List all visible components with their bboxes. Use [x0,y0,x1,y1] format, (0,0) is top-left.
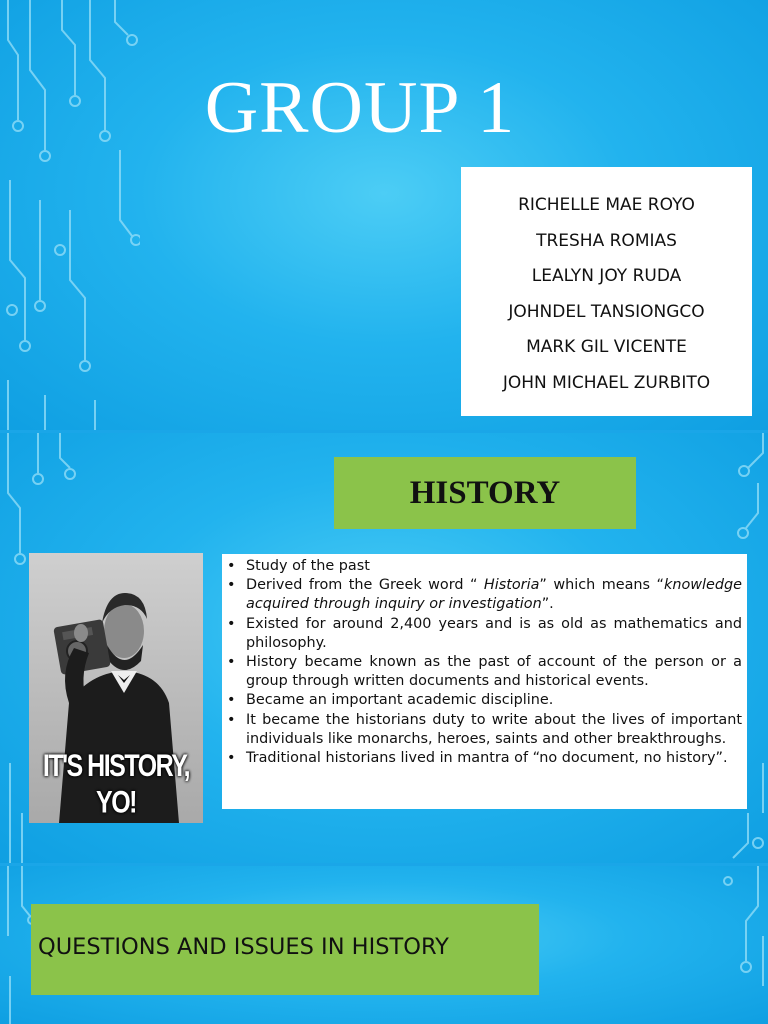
bullet-item [246,691,742,710]
history-bullet-list [222,554,747,768]
meme-image [29,553,203,823]
bullet-emphasis: Historia [483,577,540,594]
member-name: RICHELLE MAE ROYO [518,195,695,215]
member-list [461,167,752,406]
member-name: MARK GIL VICENTE [526,337,687,357]
bullet-text: Became an important academic discipline. [246,692,554,709]
meme-caption: IT'S HISTORY, YO! [42,748,190,820]
bullet-text: It became the historians duty to write about the lives of important individuals like monarchs, heroes, saints and other breakthroughs. [246,711,742,747]
member-name: JOHNDEL TANSIONGCO [508,301,705,322]
slide-group-1 [0,0,768,430]
bullet-emphasis: knowledge acquired through inquiry or investigation [246,577,742,613]
member-name: LEALYN JOY RUDA [531,266,682,286]
bullet-item [246,653,742,691]
questions-title-box [31,904,539,995]
bullet-text: Derived from the Greek word “ [246,577,484,594]
member-list-box [461,167,752,416]
slide-title: HISTORY [409,474,561,511]
history-bullets-box [222,554,747,809]
bullet-item [246,711,742,749]
bullet-item [246,557,742,576]
bullet-text: History became known as the past of account of the person or a group through written documents and historical events. [246,654,742,690]
slide-history [0,433,768,863]
history-title-box [334,457,636,529]
slide-title: GROUP 1 [204,67,516,149]
member-name: TRESHA ROMIAS [536,230,677,251]
bullet-text: ” which means “ [539,577,664,594]
bullet-text: Traditional historians lived in mantra of “no document, no history”. [246,750,728,767]
circuit-decoration-right [708,866,768,1024]
bullet-text: ”. [541,596,554,613]
bullet-item [246,749,742,768]
bullet-item [246,615,742,653]
circuit-decoration-left [0,0,140,430]
slide-questions [0,866,768,1024]
bullet-item [246,576,742,614]
bullet-text: Existed for around 2,400 years and is as old as mathematics and philosophy. [246,615,742,651]
member-name: JOHN MICHAEL ZURBITO [502,372,711,393]
slide-title: QUESTIONS AND ISSUES IN HISTORY [38,934,449,960]
bullet-text: Study of the past [246,558,370,574]
